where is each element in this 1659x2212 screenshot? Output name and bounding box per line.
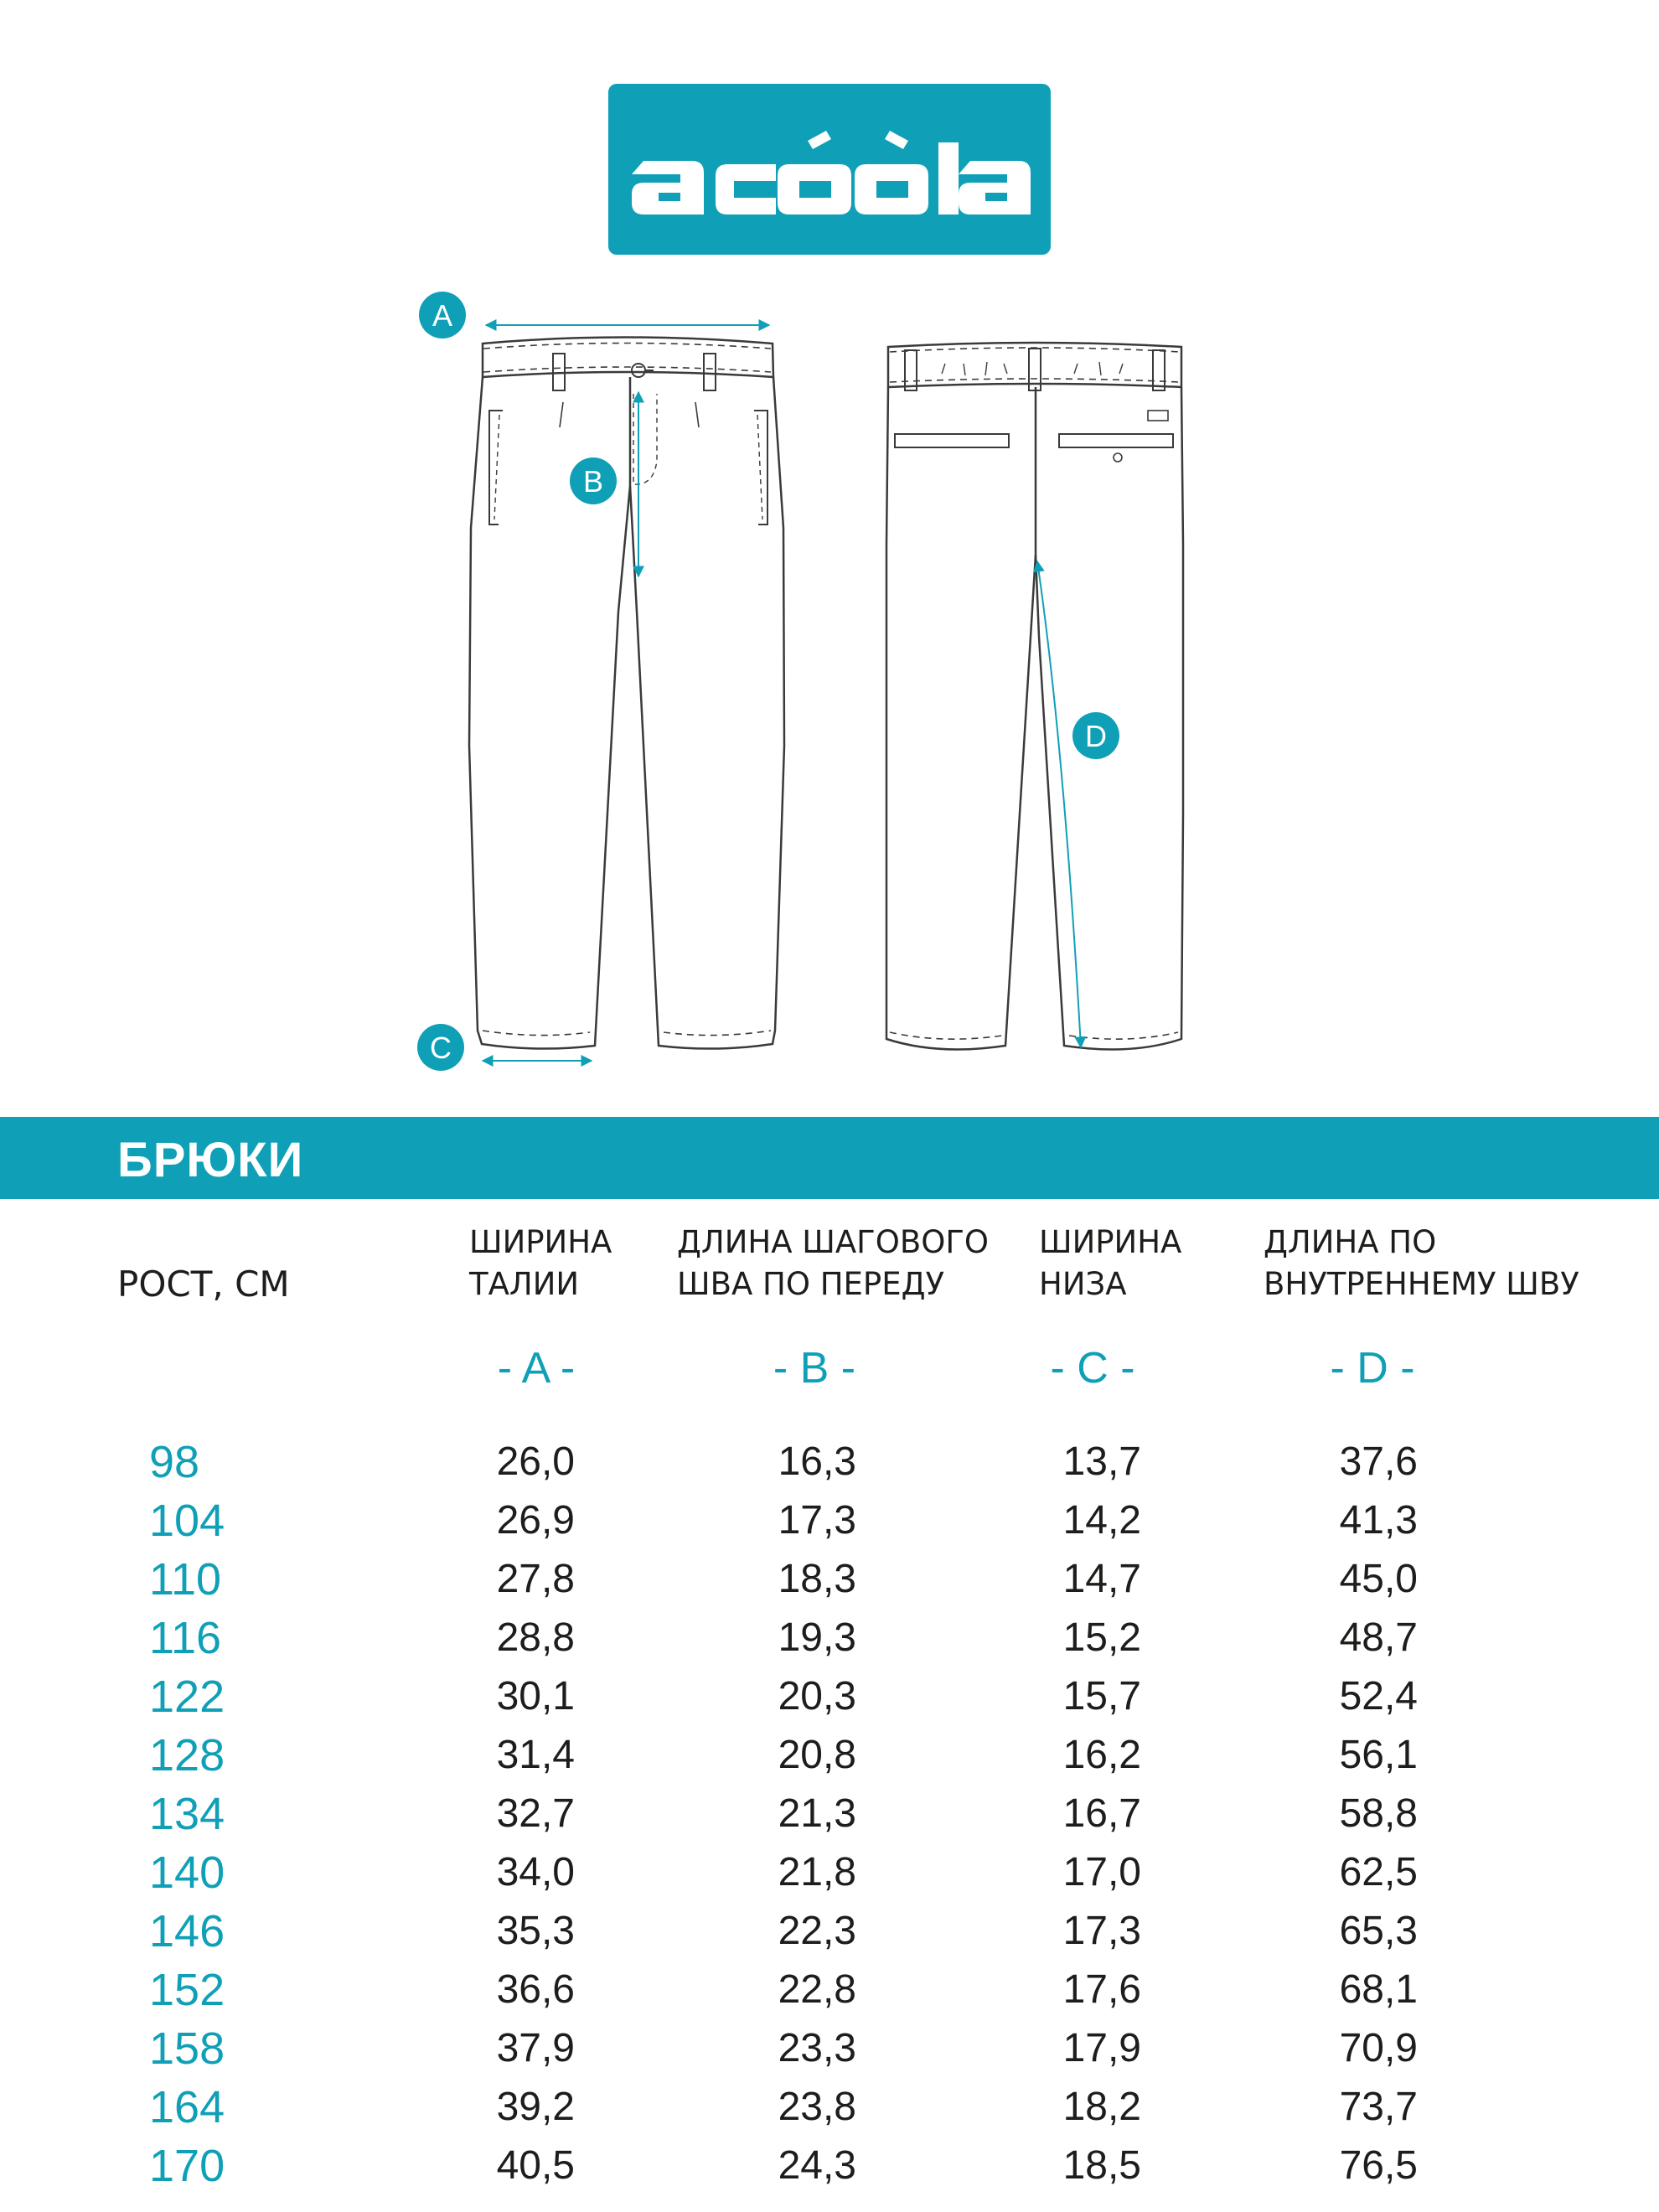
table-row	[0, 1609, 1659, 1667]
front-rise-cell: 17,3	[778, 1498, 856, 1543]
brand-logo	[608, 84, 1051, 255]
svg-text:B: B	[582, 464, 604, 499]
inseam-length-cell: 62,5	[1339, 1850, 1418, 1894]
hem-width-cell: 18,5	[1062, 2143, 1141, 2188]
table-row	[0, 1785, 1659, 1843]
height-cell: 152	[149, 1965, 225, 2015]
hem-width-cell: 17,6	[1062, 1967, 1141, 2012]
hem-width-cell: 17,9	[1062, 2026, 1141, 2070]
back-view	[886, 343, 1183, 1050]
height-cell: 98	[149, 1437, 200, 1487]
height-cell: 104	[149, 1496, 225, 1546]
hem-width-cell: 16,2	[1062, 1733, 1141, 1777]
col-b-header-line: ДЛИНА ШАГОВОГО	[677, 1224, 990, 1260]
height-header: РОСТ, СМ	[117, 1264, 290, 1305]
table-row	[0, 1726, 1659, 1785]
col-d-header	[1264, 1222, 1579, 1305]
front-rise-cell: 22,8	[778, 1967, 856, 2012]
height-cell: 170	[149, 2141, 225, 2191]
col-d-header-line: ДЛИНА ПО	[1264, 1224, 1437, 1260]
front-rise-cell: 23,8	[778, 2085, 856, 2129]
col-b-header	[677, 1222, 989, 1305]
size-table	[0, 1433, 1659, 2195]
front-rise-cell: 20,3	[778, 1674, 856, 1718]
hem-width-cell: 18,2	[1062, 2085, 1141, 2129]
front-view	[469, 338, 784, 1049]
table-row	[0, 1433, 1659, 1491]
inseam-length-cell: 68,1	[1339, 1967, 1418, 2012]
hem-width-cell: 15,7	[1062, 1674, 1141, 1718]
inseam-length-cell: 58,8	[1339, 1791, 1418, 1836]
waist-width-cell: 31,4	[496, 1733, 575, 1777]
col-d-letter: - D -	[1330, 1344, 1415, 1393]
col-b-header-line: ШВА ПО ПЕРЕДУ	[677, 1266, 945, 1302]
table-row	[0, 1550, 1659, 1609]
waist-width-cell: 26,0	[496, 1439, 575, 1484]
col-a-header	[469, 1222, 612, 1305]
height-cell: 140	[149, 1848, 225, 1898]
section-band	[0, 1117, 1659, 1199]
inseam-length-cell: 65,3	[1339, 1909, 1418, 1953]
waist-width-cell: 28,8	[496, 1615, 575, 1660]
waist-width-cell: 30,1	[496, 1674, 575, 1718]
col-c-header	[1039, 1222, 1181, 1305]
waist-width-cell: 40,5	[496, 2143, 575, 2188]
waist-width-cell: 39,2	[496, 2085, 575, 2129]
height-cell: 146	[149, 1906, 225, 1956]
col-a-header-line: ТАЛИИ	[469, 1266, 580, 1302]
col-d-header-line: ВНУТРЕННЕМУ ШВУ	[1264, 1266, 1579, 1302]
inseam-length-cell: 37,6	[1339, 1439, 1418, 1484]
front-rise-cell: 18,3	[778, 1557, 856, 1601]
hem-width-cell: 16,7	[1062, 1791, 1141, 1836]
inseam-length-cell: 52,4	[1339, 1674, 1418, 1718]
inseam-length-cell: 73,7	[1339, 2085, 1418, 2129]
svg-text:C: C	[430, 1031, 452, 1065]
svg-text:A: A	[432, 298, 453, 333]
waist-width-cell: 37,9	[496, 2026, 575, 2070]
marker-d	[1072, 712, 1119, 759]
table-row	[0, 2137, 1659, 2195]
hem-width-cell: 15,2	[1062, 1615, 1141, 1660]
inseam-length-cell: 56,1	[1339, 1733, 1418, 1777]
inseam-length-cell: 45,0	[1339, 1557, 1418, 1601]
logo-wordmark	[608, 84, 1051, 255]
height-cell: 128	[149, 1730, 225, 1780]
measure-lines-front	[483, 325, 769, 1061]
col-b-letter: - B -	[773, 1344, 856, 1393]
waist-width-cell: 34,0	[496, 1850, 575, 1894]
inseam-length-cell: 48,7	[1339, 1615, 1418, 1660]
table-row	[0, 1843, 1659, 1902]
front-rise-cell: 24,3	[778, 2143, 856, 2188]
marker-b	[570, 457, 617, 504]
inseam-length-cell: 70,9	[1339, 2026, 1418, 2070]
col-c-header-line: ШИРИНА	[1039, 1224, 1182, 1260]
height-cell: 134	[149, 1789, 225, 1839]
front-rise-cell: 23,3	[778, 2026, 856, 2070]
waist-width-cell: 35,3	[496, 1909, 575, 1953]
table-row	[0, 1902, 1659, 1961]
col-c-letter: - C -	[1050, 1344, 1135, 1393]
height-cell: 164	[149, 2082, 225, 2132]
table-row	[0, 1491, 1659, 1550]
hem-width-cell: 17,3	[1062, 1909, 1141, 1953]
col-c-header-line: НИЗА	[1039, 1266, 1127, 1302]
height-cell: 116	[149, 1613, 222, 1663]
hem-width-cell: 13,7	[1062, 1439, 1141, 1484]
col-a-letter: - A -	[497, 1344, 576, 1393]
hem-width-cell: 14,2	[1062, 1498, 1141, 1543]
front-rise-cell: 21,8	[778, 1850, 856, 1894]
height-cell: 110	[149, 1554, 222, 1605]
inseam-length-cell: 41,3	[1339, 1498, 1418, 1543]
front-rise-cell: 20,8	[778, 1733, 856, 1777]
marker-a	[419, 292, 466, 339]
height-cell: 122	[149, 1672, 225, 1722]
col-a-header-line: ШИРИНА	[469, 1224, 612, 1260]
waist-width-cell: 32,7	[496, 1791, 575, 1836]
waist-width-cell: 26,9	[496, 1498, 575, 1543]
hem-width-cell: 14,7	[1062, 1557, 1141, 1601]
table-row	[0, 2078, 1659, 2137]
front-rise-cell: 21,3	[778, 1791, 856, 1836]
hem-width-cell: 17,0	[1062, 1850, 1141, 1894]
waist-width-cell: 27,8	[496, 1557, 575, 1601]
height-cell: 158	[149, 2023, 225, 2074]
waist-width-cell: 36,6	[496, 1967, 575, 2012]
inseam-length-cell: 76,5	[1339, 2143, 1418, 2188]
front-rise-cell: 19,3	[778, 1615, 856, 1660]
front-rise-cell: 22,3	[778, 1909, 856, 1953]
marker-c	[417, 1024, 464, 1071]
front-rise-cell: 16,3	[778, 1439, 856, 1484]
svg-text:D: D	[1085, 719, 1107, 753]
table-row	[0, 1961, 1659, 2019]
pants-technical-drawing	[0, 276, 1659, 1106]
table-row	[0, 2019, 1659, 2078]
table-row	[0, 1667, 1659, 1726]
section-title: БРЮКИ	[117, 1133, 304, 1187]
